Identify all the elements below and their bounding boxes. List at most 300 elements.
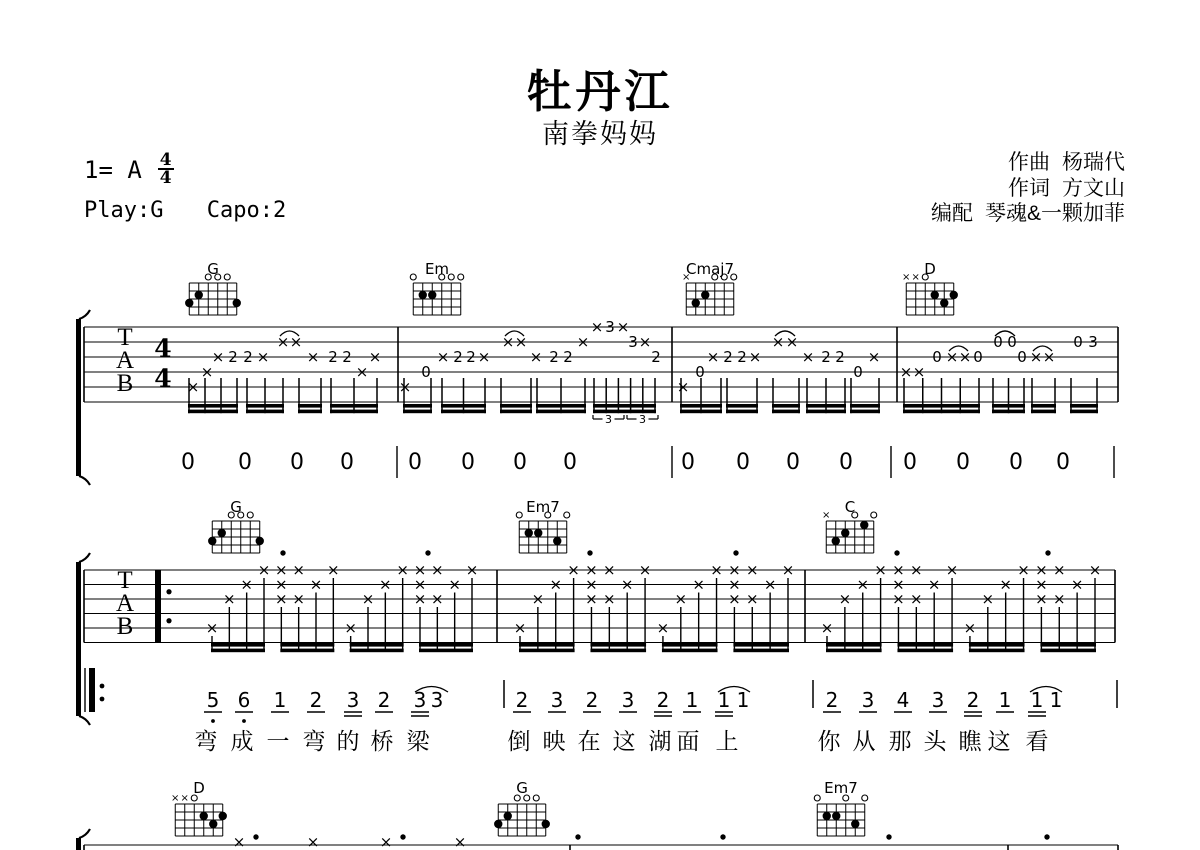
strum-x-mark: × — [874, 561, 887, 579]
beam — [850, 410, 880, 414]
finger-dot — [494, 820, 502, 828]
chord-diagram-d — [171, 779, 227, 836]
tab-fret-number: 2 — [342, 348, 352, 366]
lyric-char: 头 — [923, 728, 947, 754]
strum-x-mark: × — [892, 561, 905, 579]
strum-x-mark: × — [223, 590, 236, 608]
beam — [441, 410, 486, 414]
rest-zero: 0 — [1009, 450, 1023, 475]
rest-zero: 0 — [839, 450, 853, 475]
finger-dot — [219, 812, 227, 820]
lyric-char: 从 — [852, 728, 876, 754]
strum-x-mark: × — [413, 575, 427, 594]
lyricist-credit — [931, 176, 1125, 202]
melody-note: 6 — [237, 688, 251, 712]
tab-x-mark: × — [676, 378, 690, 396]
beam — [1070, 410, 1098, 414]
tab-x-mark: × — [867, 348, 881, 366]
beat-dot — [425, 550, 430, 555]
tab-fret-number: 2 — [723, 348, 733, 366]
finger-dot — [185, 299, 193, 307]
strum-x-mark: × — [275, 590, 288, 608]
melody-note: 5 — [206, 688, 220, 712]
muted-string-marker: × — [180, 793, 189, 804]
capo-label: Capo:2 — [206, 198, 287, 223]
arranger-role: 编配 — [930, 202, 973, 225]
chord-diagram-g — [494, 779, 550, 836]
open-string-marker — [564, 512, 570, 518]
tab-clef-letter: B — [116, 613, 134, 640]
beam — [246, 404, 284, 408]
strum-x-mark: × — [781, 561, 795, 579]
beam — [680, 404, 722, 408]
chord-label: Em — [424, 260, 450, 278]
tab-fret-number: 0 — [973, 348, 983, 366]
composer-credit — [931, 150, 1125, 176]
strum-x-mark: × — [431, 561, 444, 579]
arranger-credit — [931, 201, 1125, 227]
chord-label: G — [207, 260, 219, 278]
tab-clef-letter: B — [116, 370, 134, 397]
melody-number-row — [85, 668, 1117, 723]
tab-x-mark: × — [958, 348, 972, 366]
beam — [211, 649, 265, 653]
strum-x-mark: × — [910, 590, 923, 608]
brace-curl-bottom — [79, 476, 90, 485]
muted-string-marker: × — [822, 510, 831, 521]
finger-dot — [553, 537, 561, 545]
chord-diagram-cmaj7 — [682, 260, 737, 315]
strum-x-mark: × — [1052, 561, 1066, 579]
beam — [441, 404, 486, 408]
melody-note: 1 — [1049, 688, 1063, 712]
strum-x-mark: × — [344, 619, 357, 637]
tab-fret-number: 2 — [328, 348, 338, 366]
key-line — [84, 150, 286, 188]
strum-x-mark: × — [1035, 575, 1048, 594]
muted-string-marker: × — [902, 272, 911, 283]
lyric-char: 瞧 — [958, 728, 982, 754]
muted-string-marker: × — [911, 272, 920, 283]
tab-fret-number: 0 — [695, 363, 705, 381]
strum-x-mark: × — [856, 575, 870, 594]
system-brace — [76, 319, 81, 476]
beam — [969, 643, 1025, 647]
melody-note: 4 — [896, 688, 910, 712]
strum-x-mark: × — [945, 561, 959, 579]
tab-x-mark: × — [1029, 348, 1043, 366]
tab-clef-letter: T — [117, 567, 133, 594]
open-string-marker — [458, 274, 464, 280]
tab-x-mark: × — [306, 348, 320, 366]
tab-x-mark: × — [211, 348, 225, 366]
system-brace — [76, 838, 81, 850]
lyric-char: 你 — [817, 728, 841, 754]
repeat-dot — [166, 618, 171, 623]
rest-number-row — [181, 446, 1114, 478]
strum-x-mark: × — [603, 590, 616, 608]
beam — [298, 410, 322, 414]
octave-dot — [211, 719, 215, 723]
beam — [330, 404, 378, 408]
tab-fret-number: 3 — [628, 333, 638, 351]
beam — [992, 404, 1025, 408]
tab-x-mark: × — [355, 363, 369, 381]
chord-diagram-c — [822, 498, 877, 553]
melody-note: 1 — [273, 688, 287, 712]
tab-fret-number: 2 — [453, 348, 463, 366]
chord-label: D — [924, 260, 936, 278]
beam — [662, 643, 718, 647]
strum-x-mark: × — [205, 619, 219, 637]
tab-x-mark: × — [945, 348, 959, 366]
chord-label: G — [230, 498, 242, 516]
open-string-marker — [533, 795, 539, 801]
chord-label: Em7 — [526, 498, 560, 516]
tab-fret-number: 2 — [228, 348, 238, 366]
beam — [772, 410, 800, 414]
tab-fret-number: 0 — [932, 348, 942, 366]
chord-label: Cmaj7 — [686, 260, 734, 278]
tab-x-mark: × — [398, 378, 412, 396]
tab-fret-number: 0 — [853, 363, 863, 381]
beam — [826, 649, 882, 653]
beam — [536, 410, 586, 414]
composer-name: 杨瑞代 — [1062, 151, 1125, 174]
beam — [330, 410, 378, 414]
tab-x-mark: × — [771, 333, 785, 351]
tab-x-mark: × — [379, 833, 393, 850]
brace-curl-top — [79, 310, 90, 319]
chord-diagram-em7 — [814, 779, 868, 836]
melody-note: 3 — [346, 688, 360, 712]
tab-fret-number: 0 — [993, 333, 1003, 351]
tab-fret-number: 3 — [605, 318, 615, 336]
rest-zero: 0 — [290, 450, 304, 475]
open-string-marker — [862, 795, 868, 801]
beam — [350, 649, 404, 653]
strum-x-mark: × — [465, 561, 479, 579]
strum-x-mark: × — [745, 561, 759, 579]
strum-x-mark: × — [692, 575, 705, 594]
lyric-char: 看 — [1025, 728, 1049, 754]
melody-note: 2 — [966, 688, 980, 712]
tab-x-mark: × — [1042, 348, 1056, 366]
tab-fret-number: 0 — [1007, 333, 1017, 351]
strum-x-mark: × — [413, 561, 427, 579]
finger-dot — [851, 820, 859, 828]
strum-x-mark: × — [1035, 561, 1048, 579]
strum-x-mark: × — [327, 561, 340, 579]
finger-dot — [950, 291, 958, 299]
finger-dot — [940, 299, 948, 307]
strum-x-mark: × — [910, 561, 923, 579]
tab-x-mark: × — [186, 378, 200, 396]
finger-dot — [504, 812, 512, 820]
lyricist-role: 作词 — [1008, 176, 1050, 200]
melody-note: 2 — [515, 688, 529, 712]
tab-fret-number: 0 — [1017, 348, 1027, 366]
strum-x-mark: × — [728, 590, 741, 608]
finger-dot — [832, 537, 840, 545]
open-string-marker — [224, 274, 230, 280]
finger-dot — [701, 291, 709, 299]
tab-fret-number: 2 — [563, 348, 573, 366]
melody-note: 1 — [1030, 688, 1044, 712]
artist-name: 南拳妈妈 — [542, 119, 658, 149]
finger-dot — [931, 291, 939, 299]
strum-x-mark: × — [585, 590, 598, 608]
finger-dot — [534, 529, 542, 537]
tab-fret-number: 2 — [821, 348, 831, 366]
tuplet-number: 3 — [605, 413, 612, 426]
beam — [806, 404, 846, 408]
open-string-marker — [410, 274, 416, 280]
tab-clef-letter: A — [115, 347, 135, 374]
beam — [211, 643, 265, 647]
octave-dot — [242, 719, 246, 723]
strum-x-mark: × — [413, 590, 427, 608]
song-title: 牡丹江 — [526, 66, 674, 117]
tab-x-mark: × — [232, 833, 246, 850]
finger-dot — [860, 521, 868, 529]
strum-x-mark: × — [638, 561, 652, 579]
tuplet-number: 3 — [639, 413, 646, 426]
repeat-dot — [166, 589, 171, 594]
tab-x-mark: × — [306, 833, 320, 850]
rest-zero: 0 — [461, 450, 475, 475]
melody-note: 2 — [585, 688, 599, 712]
tab-x-mark: × — [801, 348, 815, 366]
strum-x-mark: × — [292, 590, 305, 608]
rest-zero: 0 — [1056, 450, 1070, 475]
strum-x-mark: × — [396, 561, 409, 579]
strum-x-mark: × — [585, 575, 598, 594]
finger-dot — [256, 537, 264, 545]
beam — [350, 643, 404, 647]
beam — [593, 410, 656, 414]
beam — [826, 643, 882, 647]
finger-dot — [419, 291, 427, 299]
beam — [772, 404, 800, 408]
tab-fret-number: 2 — [243, 348, 253, 366]
rest-zero: 0 — [903, 450, 917, 475]
beam — [733, 649, 789, 653]
play-key-label: Play:G — [84, 198, 164, 223]
open-string-marker — [516, 512, 522, 518]
melody-note: 2 — [656, 688, 670, 712]
lyric-char: 成 — [230, 728, 254, 754]
beam — [662, 649, 718, 653]
beam — [897, 643, 953, 647]
tab-fret-number: 2 — [737, 348, 747, 366]
lyric-char: 弯 — [194, 728, 218, 754]
tab-x-mark: × — [748, 348, 762, 366]
melody-note: 1 — [685, 688, 699, 712]
lyric-char: 上 — [715, 728, 739, 754]
lyric-char: 一 — [266, 728, 290, 754]
tab-x-mark: × — [529, 348, 543, 366]
beam — [419, 649, 473, 653]
strum-x-mark: × — [820, 619, 834, 637]
strum-x-mark: × — [656, 619, 670, 637]
lyric-char: 映 — [542, 728, 566, 754]
melody-note: 3 — [430, 688, 444, 712]
tab-x-mark: × — [785, 333, 799, 351]
beam — [850, 404, 880, 408]
beam — [519, 643, 575, 647]
strum-x-mark: × — [838, 590, 852, 608]
tab-x-mark: × — [514, 333, 528, 351]
beat-dot — [575, 834, 580, 839]
arranger-name: 琴魂&一颗加菲 — [984, 202, 1125, 225]
finger-dot — [525, 529, 533, 537]
beat-dot — [1044, 834, 1049, 839]
open-string-marker — [871, 512, 877, 518]
beat-dot — [720, 834, 725, 839]
open-string-marker — [448, 274, 454, 280]
tab-fret-number: 0 — [1073, 333, 1083, 351]
rest-zero: 0 — [238, 450, 252, 475]
beam — [246, 410, 284, 414]
chord-diagram-em — [410, 260, 464, 315]
melody-note: 1 — [717, 688, 731, 712]
strum-x-mark: × — [927, 575, 941, 594]
beam — [419, 643, 473, 647]
brace-curl-top — [79, 829, 90, 838]
melody-note: 3 — [621, 688, 635, 712]
strum-x-mark: × — [361, 590, 375, 608]
strum-x-mark: × — [431, 590, 444, 608]
beam — [280, 643, 334, 647]
beam — [188, 404, 238, 408]
tab-x-mark: × — [638, 333, 652, 351]
finger-dot — [832, 812, 840, 820]
beam — [806, 410, 846, 414]
strum-x-mark: × — [892, 575, 905, 594]
tab-x-mark: × — [453, 833, 467, 850]
beam — [590, 643, 646, 647]
strum-x-mark: × — [620, 575, 634, 594]
chord-diagram-d — [902, 260, 958, 315]
beam — [680, 410, 722, 414]
finger-dot — [841, 529, 849, 537]
strum-x-mark: × — [448, 575, 461, 594]
brace-curl-top — [79, 553, 90, 562]
finger-dot — [233, 299, 241, 307]
finger-dot — [542, 820, 550, 828]
finger-dot — [195, 291, 203, 299]
beam — [969, 649, 1025, 653]
finger-dot — [823, 812, 831, 820]
strum-x-mark: × — [531, 590, 545, 608]
composer-role: 作曲 — [1008, 151, 1050, 174]
beam — [500, 410, 532, 414]
lyric-char: 梁 — [406, 728, 430, 754]
beam — [593, 404, 656, 408]
beat-dot — [587, 550, 592, 555]
system-brace — [76, 562, 81, 716]
melody-note: 3 — [861, 688, 875, 712]
beat-dot — [400, 834, 405, 839]
beat-dot — [733, 550, 738, 555]
lyric-char: 面 — [676, 728, 700, 754]
chord-diagram-g — [185, 260, 241, 315]
finger-dot — [209, 820, 217, 828]
melody-note: 2 — [825, 688, 839, 712]
beam — [403, 404, 432, 408]
tab-fret-number: 2 — [466, 348, 476, 366]
beam — [280, 649, 334, 653]
finger-dot — [208, 537, 216, 545]
beam — [403, 410, 432, 414]
beam — [733, 643, 789, 647]
strum-x-mark: × — [1070, 575, 1084, 594]
lyricist-name: 方文山 — [1062, 176, 1125, 200]
beam — [903, 404, 980, 408]
strum-x-mark: × — [963, 619, 977, 637]
strum-x-mark: × — [275, 575, 288, 594]
tab-fret-number: 2 — [651, 348, 661, 366]
tab-x-mark: × — [477, 348, 491, 366]
lyric-char: 倒 — [507, 728, 531, 754]
lyric-char: 那 — [888, 728, 912, 754]
time-signature — [158, 152, 174, 186]
tab-x-mark: × — [590, 318, 604, 336]
rest-zero: 0 — [681, 450, 695, 475]
chord-label: D — [193, 779, 205, 797]
lyrics-row — [195, 728, 1049, 754]
melody-note: 1 — [736, 688, 750, 712]
tab-clef-letter: A — [115, 590, 135, 617]
strum-x-mark: × — [1088, 561, 1102, 579]
lyric-char: 这 — [612, 728, 636, 754]
rest-zero: 0 — [786, 450, 800, 475]
key-info-block — [84, 150, 287, 223]
tab-fret-number: 2 — [835, 348, 845, 366]
melody-note: 1 — [998, 688, 1012, 712]
tab-fret-number: 2 — [549, 348, 559, 366]
repeat-sign-dot — [100, 684, 105, 689]
play-capo-line — [84, 198, 286, 223]
beam — [903, 410, 980, 414]
staff-time-sig-bottom: 4 — [154, 364, 172, 393]
strum-x-mark: × — [257, 561, 271, 579]
strum-x-mark: × — [710, 561, 723, 579]
beat-dot — [894, 550, 899, 555]
muted-string-marker: × — [171, 793, 180, 804]
repeat-sign-bar — [89, 668, 95, 712]
strum-x-mark: × — [745, 590, 759, 608]
melody-note: 3 — [550, 688, 564, 712]
lyric-char: 这 — [987, 728, 1011, 754]
tab-x-mark: × — [912, 363, 926, 381]
chord-diagram-em7 — [516, 498, 570, 553]
chord-diagram-g — [208, 498, 264, 553]
repeat-sign-dot — [100, 697, 105, 702]
beam — [1040, 649, 1096, 653]
finger-dot — [428, 291, 436, 299]
beam — [726, 404, 758, 408]
strum-x-mark: × — [981, 590, 995, 608]
tab-x-mark: × — [501, 333, 515, 351]
rest-zero: 0 — [340, 450, 354, 475]
melody-note: 2 — [377, 688, 391, 712]
tab-system-3 — [76, 779, 1118, 850]
strum-x-mark: × — [892, 590, 905, 608]
finger-dot — [692, 299, 700, 307]
repeat-barline — [155, 570, 161, 643]
